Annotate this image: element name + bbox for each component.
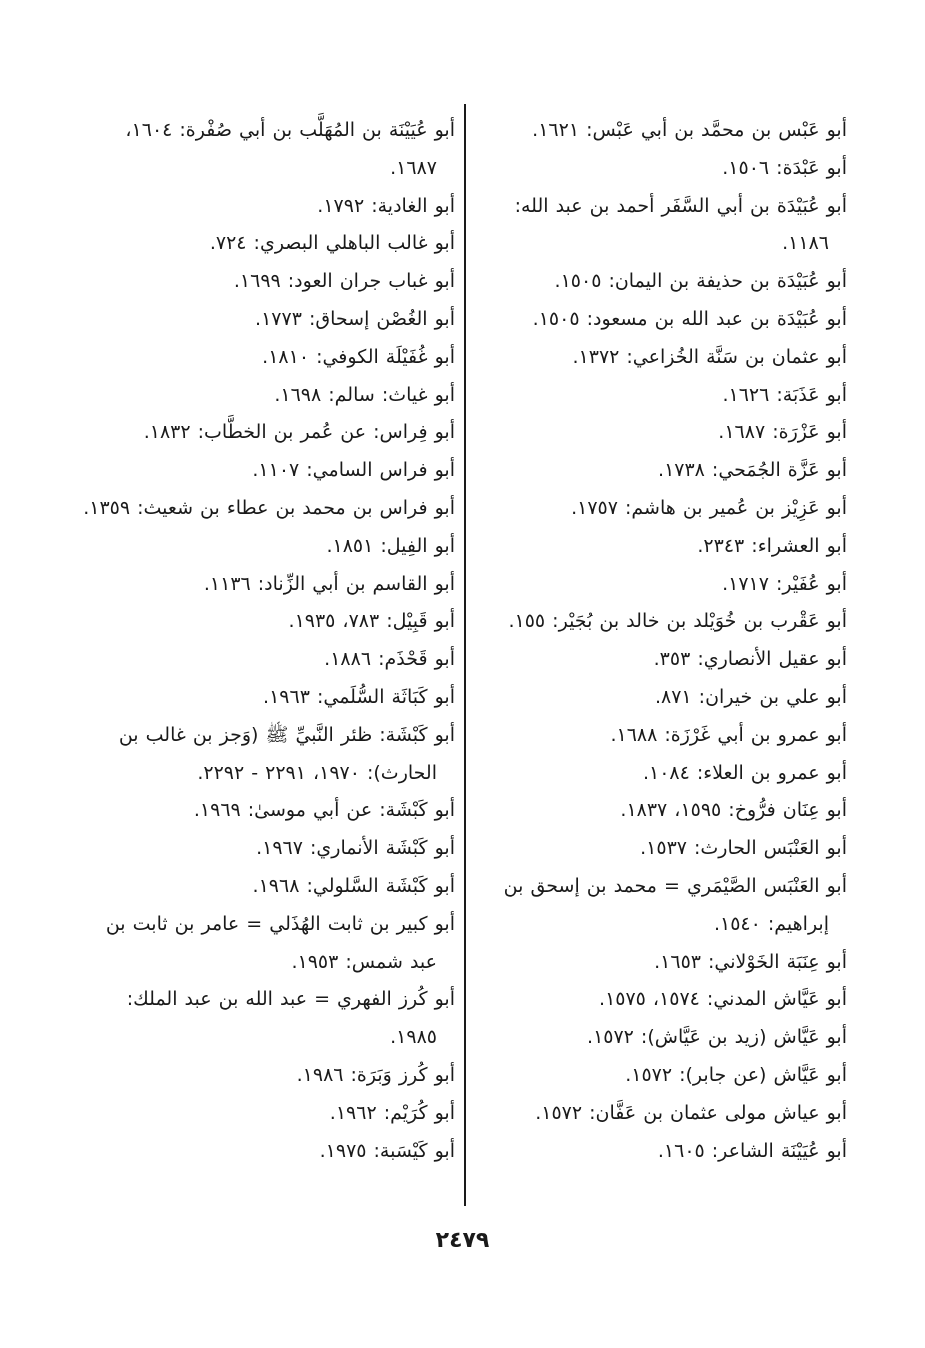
page-number: ٢٤٧٩ [435,1228,490,1253]
index-entry: أبو عَيَّاش (زيد بن عَيَّاش): ١٥٧٢. [587,1026,847,1049]
index-entry: أبو عَبْس بن محمَّد بن أبي عَبْس: ١٦٢١. [532,119,847,141]
index-entry: أبو عِنَبَة الخَوْلاني: ١٦٥٣. [654,950,847,973]
index-entry: أبو عَيَّاش (عن جابر): ١٥٧٢. [625,1063,847,1086]
index-entry: أبو علي بن خيران: ٨٧١. [654,685,847,708]
index-entry: أبو غالب الباهلي البصري: ٧٢٤. [209,232,455,255]
index-entry: أبو غياث: سالم: ١٦٩٨. [274,383,455,406]
index-entry: أبو الغادية: ١٧٩٢. [317,194,455,217]
index-entry: أبو فراس بن محمد بن عطاء بن شعيث: ١٣٥٩. [83,496,455,519]
index-entry: أبو فراس السامي: ١١٠٧. [252,459,455,482]
index-entry: أبو غُفَيْلَة الكوفي: ١٨١٠. [262,345,455,368]
index-entry: أبو عُبَيْدَة بن عبد الله بن مسعود: ١٥٠٥. [532,307,847,330]
index-entry: أبو عثمان بن سَنَّة الخُزاعي: ١٣٧٢. [572,345,847,368]
index-entry: أبو كَبْشَة: عن أبي موسىٰ: ١٩٦٩. [193,799,455,822]
index-entry: أبو عَقْرب بن خُوَيْلد بن خالد بن بُجَيْر: ١٥٥. [508,610,847,633]
index-entry: أبو عَزْرَة: ١٦٨٧. [718,421,847,444]
index-entry: أبو عقيل الأنصاري: ٣٥٣. [653,648,847,671]
index-entry: أبو عَذَبَة: ١٦٢٦. [722,383,847,406]
index-entry: أبو كَيْسَبة: ١٩٧٥. [319,1139,455,1162]
index-entry: أبو كَبَاثَة السُّلَمي: ١٩٦٣. [263,685,455,708]
column-divider [464,104,466,1206]
index-entry: أبو كُرز الفهري = عبد الله بن عبد الملك: ١٩٨٥. [126,988,455,1049]
index-entry: أبو عَبْدَة: ١٥٠٦. [722,156,847,179]
index-entry: أبو غباب جران العود: ١٦٩٩. [233,270,455,293]
index-column-left [75,112,455,1170]
index-entry: أبو عُفَيْر: ١٧١٧. [722,572,847,595]
index-entry: أبو الفِيل: ١٨٥١. [326,534,455,557]
index-entry: أبو عُبَيْدَة بن حذيفة بن اليمان: ١٥٠٥. [554,270,847,293]
index-entry: أبو كُرز وَبَرَة: ١٩٨٦. [296,1063,455,1086]
index-column-right [467,112,847,1170]
index-entry: أبو العَنْبَس الحارث: ١٥٣٧. [640,837,847,860]
index-entry: أبو عياش مولى عثمان بن عَفَّان: ١٥٧٢. [535,1101,847,1124]
index-entry: أبو العَنْبَس الصَّيْمَري = محمد بن إسحق بن إبراهيم: ١٥٤٠. [503,874,847,935]
index-entry: أبو عِنَان فرُّوخ: ١٥٩٥، ١٨٣٧. [620,799,847,822]
index-entry: أبو عُيَيْنَة الشاعر: ١٦٠٥. [657,1139,847,1162]
index-entry: أبو كَبْشَة السَّلولي: ١٩٦٨. [252,874,455,897]
index-entry: أبو عمرو بن العلاء: ١٠٨٤. [642,761,847,784]
index-entry: أبو كُرَيْم: ١٩٦٢. [329,1101,455,1124]
index-entry: أبو كَبْشَة: ظئر النَّبيِّ ﷺ (وَجز بن غالب بن الحارث): ١٩٧٠، ٢٢٩١ - ٢٢٩٢. [118,723,455,784]
index-entry: أبو كَبْشَة الأنماري: ١٩٦٧. [256,837,455,860]
index-entry: أبو عَزِيْز بن عُمير بن هاشم: ١٧٥٧. [571,496,847,519]
index-entry: أبو قَبِيْل: ٧٨٣، ١٩٣٥. [288,610,455,633]
index-entry: أبو العشراء: ٢٣٤٣. [697,534,847,557]
index-entry: أبو كبير بن ثابت الهُذَلي = عامر بن ثابت بن عبد شمس: ١٩٥٣. [105,912,455,973]
index-entry: أبو فِراس: عن عُمر بن الخطَّاب: ١٨٣٢. [143,421,455,444]
index-entry: أبو عَيَّاش المدني: ١٥٧٤، ١٥٧٥. [599,988,847,1011]
index-entry: أبو عُيَيْنَة بن المُهَلَّب بن أبي صُفْرة: ١٦٠٤، ١٦٨٧. [125,119,455,179]
index-entry: أبو عُبَيْدَة بن أبي السَّفَر أحمد بن عبد الله: ١١٨٦. [514,194,847,255]
index-entry: أبو عمرو بن أبي غَرْزَة: ١٦٨٨. [610,723,847,746]
index-entry: أبو عَزَّة الجُمَحي: ١٧٣٨. [658,459,847,482]
index-entry: أبو قَحْذَم: ١٨٨٦. [324,648,455,671]
index-entry: أبو القاسم بن أبي الزِّناد: ١١٣٦. [203,572,455,595]
index-entry: أبو الغُصْن إسحاق: ١٧٧٣. [255,307,455,330]
